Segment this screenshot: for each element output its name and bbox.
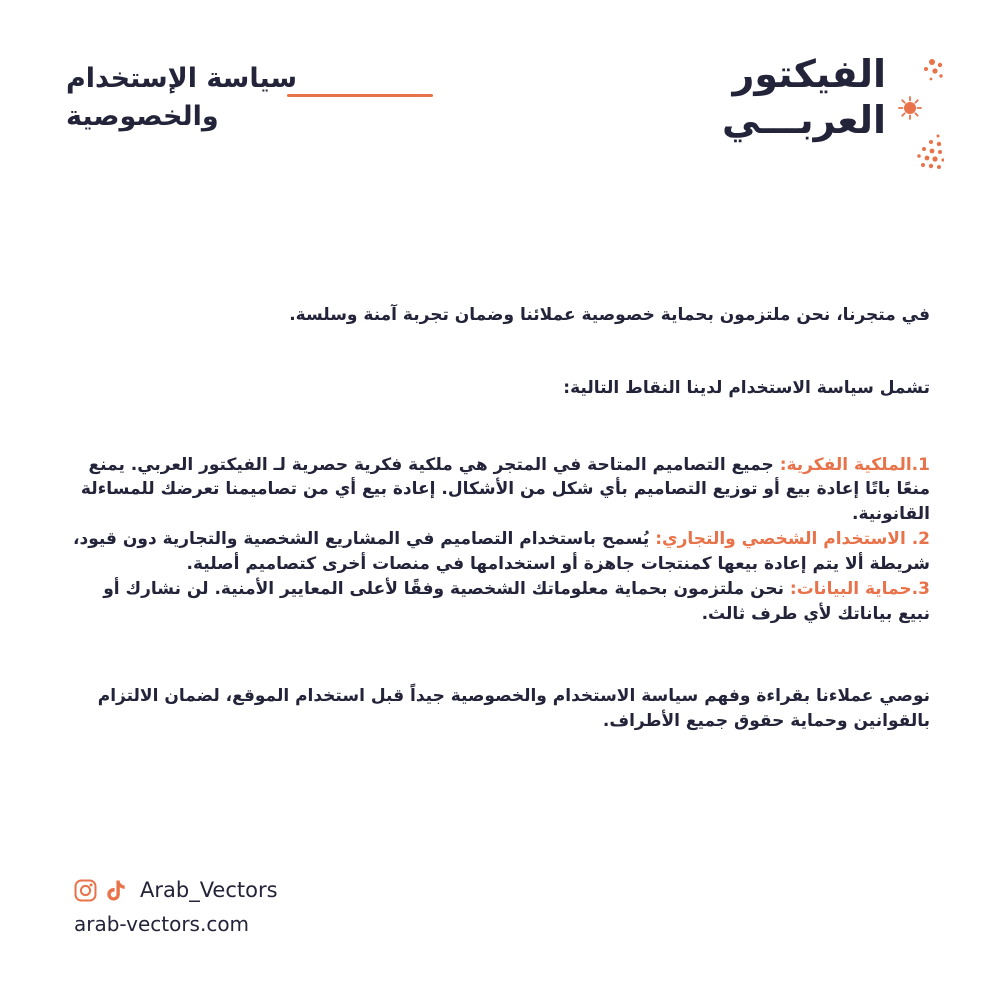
intro-paragraph: في متجرنا، نحن ملتزمون بحماية خصوصية عملائنا وضمان تجربة آمنة وسلسة. (289, 305, 930, 325)
logo-wordmark-line2: العربـــي (721, 97, 886, 142)
brand-logo (722, 52, 944, 170)
policy-list (66, 453, 930, 627)
list-item (66, 577, 930, 627)
logo-dots-sun-icon (898, 56, 944, 170)
item-text: جميع التصاميم المتاحة في المتجر هي ملكية فكرية حصرية لـ الفيكتور العربي. يمنع منعًا باتًا إعادة بيع أو توزيع التصاميم بأي شكل من الأشكال. إعادة بيع أي من تصاميمنا تعرضك للمساءلة القانونية. (80, 454, 930, 525)
item-term: 3.حماية البيانات: (789, 578, 930, 599)
list-item (66, 453, 930, 527)
list-item (66, 527, 930, 577)
page-title (66, 60, 306, 137)
policy-content (66, 286, 930, 751)
item-term: 2. الاستخدام الشخصي والتجاري: (655, 529, 930, 550)
closing-paragraph: نوصي عملاءنا بقراءة وفهم سياسة الاستخدام والخصوصية جيداً قبل استخدام الموقع، لضمان الالتزام بالقوانين وحماية حقوق جميع الأطراف. (97, 686, 930, 732)
website-url[interactable]: arab-vectors.com (74, 912, 250, 936)
logo-wordmark (722, 52, 886, 143)
social-handle: Arab_Vectors (140, 878, 278, 902)
instagram-icon[interactable] (74, 879, 97, 902)
title-divider (287, 94, 433, 97)
social-row (74, 878, 278, 902)
item-text: نحن ملتزمون بحماية معلوماتك الشخصية وفقًا لأعلى المعايير الأمنية. لن نشارك أو نبيع بياناتك لأي طرف ثالث. (103, 578, 930, 624)
page-title-line2: والخصوصية (66, 101, 219, 133)
item-term: 1.الملكية الفكرية: (779, 454, 930, 475)
page-title-line1: سياسة الإستخدام (66, 63, 298, 94)
policy-heading: تشمل سياسة الاستخدام لدينا النقاط التالية: (563, 377, 930, 398)
tiktok-icon[interactable] (106, 880, 126, 901)
logo-wordmark-line1: الفيكتور (732, 52, 886, 96)
item-text: يُسمح باستخدام التصاميم في المشاريع الشخصية والتجارية دون قيود، شريطة ألا يتم إعادة بيعها كمنتجات جاهزة أو استخدامها في منصات أخرى كتصاميم أصلية. (73, 529, 930, 574)
footer (74, 878, 278, 936)
